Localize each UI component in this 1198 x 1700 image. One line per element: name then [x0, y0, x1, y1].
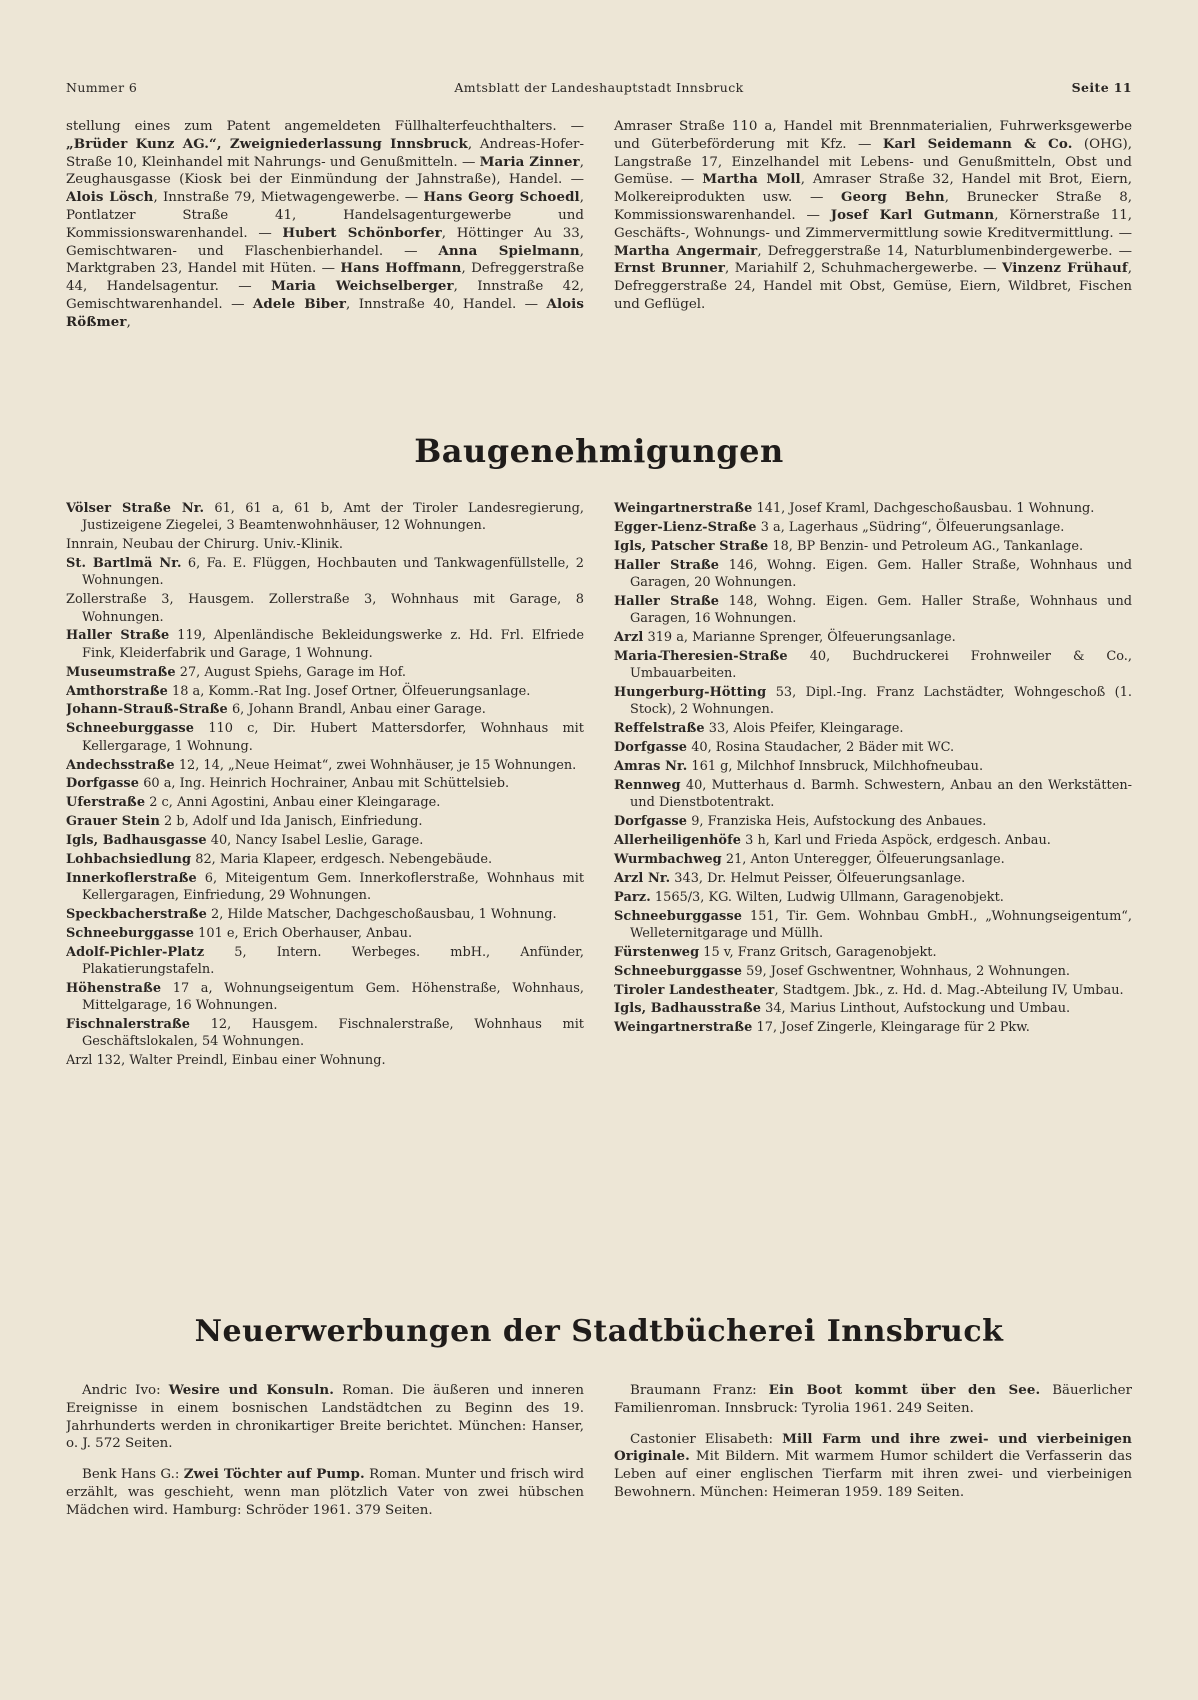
text-run: 17 a, Wohnungseigentum Gem. Höhenstraße, Wohnhaus, Mittelgarage, 16 Wohnungen. [82, 981, 584, 1014]
permit-entry [66, 591, 584, 626]
text-run: , Stadtgem. Jbk., z. Hd. d. Mag.-Abteilung IV, Umbau. [774, 982, 1124, 998]
bold-name: Wurmbachweg [614, 851, 722, 867]
bold-name: Andechsstraße [66, 757, 175, 773]
permit-entry [614, 538, 1132, 555]
book-entry [614, 1382, 1132, 1418]
text-run: Braumann Franz: [630, 1383, 769, 1398]
section-heading-permits: Baugenehmigungen [414, 432, 784, 470]
permit-entry [614, 851, 1132, 868]
text-run: Roman. Die äußeren und inneren Ereignisse in einem bosnischen Landstädtchen zu Beginn des 19. Jahrhunderts werden in chronikartiger Breite berichtet. München: Hanser, o. J. 572 Seiten. [66, 1383, 584, 1452]
bold-name: Weingartnerstraße [614, 501, 753, 516]
text-run: 59, Josef Gschwentner, Wohnhaus, 2 Wohnungen. [742, 963, 1071, 979]
permit-entry [66, 701, 584, 718]
bold-name: Arzl Nr. [614, 870, 671, 886]
issue-number: Nummer 6 [66, 80, 138, 95]
text-run: 148, Wohng. Eigen. Gem. Haller Straße, Wohnhaus und Garagen, 16 Wohnungen. [630, 593, 1132, 627]
permit-entry [614, 1019, 1132, 1036]
bold-name: Dorfgasse [614, 814, 688, 830]
text-run: 6, Miteigentum Gem. Innerkoflerstraße, Wohnhaus mit Kellergaragen, Einfriedung, 29 Wohnungen. [82, 870, 584, 904]
text-column-right [614, 118, 1132, 402]
permit-entry [66, 536, 584, 553]
permit-entry [614, 557, 1132, 592]
text-run: 2 c, Anni Agostini, Anbau einer Kleingarage. [145, 795, 441, 811]
bold-name: Egger-Lienz-Straße [614, 519, 757, 535]
text-run: 18 a, Komm.-Rat Ing. Josef Ortner, Ölfeuerungsanlage. [167, 683, 531, 699]
text-run: Zollerstraße 3, Hausgem. Zollerstraße 3, Wohnhaus mit Garage, 8 Wohnungen. [66, 592, 584, 625]
text-run: Innrain, Neubau der Chirurg. Univ.-Klinik. [66, 537, 343, 553]
book-entry [614, 1431, 1132, 1502]
text-run: 146, Wohng. Eigen. Gem. Haller Straße, Wohnhaus und Garagen, 20 Wohnungen. [630, 557, 1132, 590]
permit-entry [614, 739, 1132, 756]
text-run: 119, Alpenländische Bekleidungswerke z. Hd. Frl. Elfriede Fink, Kleiderfabrik und Garage, 1 Wohnung. [82, 628, 584, 661]
book-entry [66, 1382, 584, 1453]
permit-entry [614, 500, 1132, 517]
bold-name: Adolf-Pichler-Platz [66, 944, 205, 960]
text-run: 15 v, Franz Gritsch, Garagenobjekt. [699, 944, 937, 960]
permit-entry [66, 683, 584, 700]
bold-name: Mill Farm und ihre zwei- und vierbeinigen Originale. [614, 1430, 1132, 1465]
bold-name: Hans Georg Schoedl [423, 189, 580, 206]
text-run: , Höttinger Au 33, Gemischtwaren- und Flaschenbierhandel. — [66, 225, 584, 259]
text-run: 34, Marius Linthout, Aufstockung und Umbau. [761, 1001, 1071, 1017]
bold-name: Fürstenweg [614, 944, 700, 960]
library-column-right [614, 1382, 1132, 1582]
permit-entry [614, 870, 1132, 887]
text-column-left [66, 118, 584, 402]
text-run: 9, Franziska Heis, Aufstockung des Anbaues. [687, 814, 987, 830]
bold-name: Vinzenz Frühauf [1001, 260, 1128, 277]
bold-name: Maria Weichselberger [271, 278, 454, 295]
bold-name: Parz. [614, 889, 651, 905]
text-run: , Mariahilf 2, Schuhmachergewerbe. — [725, 261, 1002, 277]
bold-name: Martha Moll [702, 171, 801, 188]
bold-name: St. Bartlmä Nr. [66, 556, 182, 572]
bold-name: Alois Lösch [66, 189, 154, 206]
permit-entry [614, 832, 1132, 849]
book-entry [66, 1466, 584, 1519]
bold-name: Speckbacherstraße [66, 907, 207, 923]
permit-entry [66, 1016, 584, 1051]
bold-name: Schneeburggasse [614, 963, 743, 979]
permit-entry [66, 757, 584, 774]
text-run: Mit Bildern. Mit warmem Humor schildert die Verfasserin das Leben auf einer englischen Tierfarm mit ihren zwei- und vierbeinigen Bewohnern. München: Heimeran 1959. 189 Seiten. [614, 1449, 1132, 1500]
text-run: 18, BP Benzin- und Petroleum AG., Tankanlage. [768, 538, 1084, 554]
permit-entry [614, 629, 1132, 646]
text-run: 110 c, Dir. Hubert Mattersdorfer, Wohnhaus mit Kellergarage, 1 Wohnung. [82, 721, 584, 754]
text-run: 40, Buchdruckerei Frohnweiler & Co., Umbauarbeiten. [630, 648, 1132, 682]
bold-name: Amthorstraße [66, 683, 168, 699]
bold-name: Anna Spielmann [438, 242, 580, 259]
text-run: 12, Hausgem. Fischnalerstraße, Wohnhaus mit Geschäftslokalen, 54 Wohnungen. [82, 1017, 584, 1050]
section-heading-library: Neuerwerbungen der Stadtbücherei Innsbruck [194, 1314, 1004, 1349]
text-run: 3 h, Karl und Frieda Aspöck, erdgesch. Anbau. [741, 833, 1051, 849]
text-run: Castonier Elisabeth: [630, 1431, 783, 1447]
permit-entry [66, 944, 584, 979]
bold-name: Maria-Theresien-Straße [614, 648, 788, 664]
bold-name: Martha Angermair [614, 242, 758, 259]
text-run: 6, Johann Brandl, Anbau einer Garage. [227, 702, 486, 718]
bold-name: Hubert Schönborfer [282, 224, 442, 241]
text-run: (OHG), Langstraße 17, Einzelhandel mit Lebens- und Genußmitteln, Obst und Gemüse. — [614, 136, 1132, 188]
text-run: 82, Maria Klapeer, erdgesch. Nebengebäude. [191, 851, 493, 867]
permit-entry [614, 908, 1132, 943]
permit-entry [66, 851, 584, 868]
permit-entry [66, 870, 584, 905]
permit-entry [66, 500, 584, 535]
permit-entry [66, 664, 584, 681]
permit-entry [614, 1000, 1132, 1017]
text-run: 141, Josef Kraml, Dachgeschoßausbau. 1 Wohnung. [752, 501, 1095, 516]
text-run: Benk Hans G.: [82, 1467, 184, 1483]
text-run: 40, Nancy Isabel Leslie, Garage. [206, 833, 424, 849]
text-run: , Innstraße 42, Gemischtwarenhandel. — [66, 279, 584, 312]
bold-name: Maria Zinner [479, 153, 580, 170]
bold-name: Johann-Strauß-Straße [66, 702, 228, 718]
text-run: Andric Ivo: [82, 1383, 169, 1398]
page-number: Seite 11 [1071, 80, 1132, 95]
bold-name: Innerkoflerstraße [66, 870, 197, 886]
permit-entry [66, 794, 584, 811]
bold-name: Haller Straße [66, 628, 170, 644]
bold-name: Lohbachsiedlung [66, 851, 192, 867]
bold-name: Amras Nr. [614, 759, 688, 775]
library-columns [66, 1382, 1132, 1582]
permit-entry [614, 777, 1132, 812]
text-run: , Defreggerstraße 14, Naturblumenbindergewerbe. — [757, 243, 1132, 259]
bold-name: Hungerburg-Hötting [614, 685, 767, 701]
permit-entry [614, 963, 1132, 980]
text-run: 1565/3, KG. Wilten, Ludwig Ullmann, Garagenobjekt. [650, 889, 1004, 905]
permit-entry [66, 1052, 584, 1069]
bold-name: Schneeburggasse [66, 925, 195, 941]
permit-entry [614, 758, 1132, 775]
bold-name: Igls, Patscher Straße [614, 538, 769, 554]
bold-name: Dorfgasse [66, 776, 140, 792]
running-header [66, 80, 1132, 98]
library-column-left [66, 1382, 584, 1582]
text-run: 101 e, Erich Oberhauser, Anbau. [194, 925, 413, 941]
text-run: , Defreggerstraße 24, Handel mit Obst, Gemüse, Eiern, Wildbret, Fischen und Geflügel. [614, 261, 1132, 312]
bold-name: Schneeburggasse [66, 721, 195, 737]
bold-name: Karl Seidemann & Co. [882, 135, 1073, 152]
bold-name: Tiroler Landestheater [614, 982, 775, 998]
text-run: 3 a, Lagerhaus „Südring“, Ölfeuerungsanlage. [756, 519, 1065, 535]
bold-name: Völser Straße Nr. [66, 501, 205, 516]
text-run: Roman. Munter und frisch wird erzählt, was geschieht, wenn man plötzlich Vater von zwei hübschen Mädchen wird. Hamburg: Schröder 1961. 379 Seiten. [66, 1467, 585, 1518]
text-run: Arzl 132, Walter Preindl, Einbau einer Wohnung. [66, 1053, 386, 1069]
bold-name: Weingartnerstraße [614, 1020, 753, 1036]
text-run: stellung eines zum Patent angemeldeten Füllhalterfeuchthalters. — [66, 119, 584, 134]
permit-entry [66, 555, 584, 590]
text-run: , Pontlatzer Straße 41, Handelsagenturgewerbe und Kommissionswarenhandel. — [66, 190, 585, 241]
text-run: 40, Rosina Staudacher, 2 Bäder mit WC. [687, 740, 955, 756]
text-run: 60 a, Ing. Heinrich Hochrainer, Anbau mit Schüttelsieb. [139, 776, 510, 792]
paragraph [66, 118, 584, 332]
text-run: 40, Mutterhaus d. Barmh. Schwestern, Anbau an den Werkstätten- und Dienstbotentrakt. [630, 777, 1132, 811]
text-run: 27, August Spiehs, Garage im Hof. [175, 664, 407, 680]
permit-entry [614, 684, 1132, 719]
bold-name: Rennweg [614, 777, 681, 793]
permits-columns [66, 500, 1132, 1280]
text-run: , Innstraße 79, Mietwagengewerbe. — [153, 190, 424, 206]
text-run: 161 g, Milchhof Innsbruck, Milchhofneubau. [687, 759, 984, 775]
permit-entry [66, 906, 584, 923]
bold-name: Haller Straße [614, 557, 720, 573]
bold-name: Zwei Töchter auf Pump. [183, 1466, 365, 1483]
bold-name: Allerheiligenhöfe [614, 833, 742, 849]
text-run: 61, 61 a, 61 b, Amt der Tiroler Landesregierung, Justizeigene Ziegelei, 3 Beamtenwohnhäuser, 12 Wohnungen. [82, 501, 584, 534]
permit-entry [66, 925, 584, 942]
bold-name: Höhenstraße [66, 981, 162, 996]
permit-entry [614, 648, 1132, 683]
text-run: , Innstraße 40, Handel. — [346, 296, 547, 312]
text-run: 21, Anton Unteregger, Ölfeuerungsanlage. [721, 851, 1005, 867]
bold-name: Georg Behn [841, 189, 945, 206]
bold-name: Fischnalerstraße [66, 1017, 191, 1033]
permit-entry [614, 720, 1132, 737]
text-run: 2 b, Adolf und Ida Janisch, Einfriedung. [159, 814, 423, 830]
permit-entry [66, 980, 584, 1015]
permit-entry [66, 775, 584, 792]
paragraph [614, 118, 1132, 314]
bold-name: Haller Straße [614, 593, 720, 609]
text-run: Amraser Straße 110 a, Handel mit Brennmaterialien, Fuhrwerksgewerbe und Güterbeförderung mit Kfz. — [614, 119, 1132, 152]
permits-column-left [66, 500, 584, 1280]
text-run: Bäuerlicher Familienroman. Innsbruck: Tyrolia 1961. 249 Seiten. [614, 1383, 1132, 1416]
text-run: , Andreas-Hofer-Straße 10, Kleinhandel mit Nahrungs- und Genußmitteln. — [66, 136, 584, 170]
continued-text-columns [66, 118, 1132, 402]
bold-name: Ein Boot kommt über den See. [768, 1382, 1041, 1398]
bold-name: Alois Rößmer [66, 295, 585, 330]
bold-name: Ernst Brunner [614, 260, 726, 277]
text-run: 151, Tir. Gem. Wohnbau GmbH., „Wohnungseigentum“, Welleternitgarage und Müllh. [630, 908, 1132, 941]
text-run: , Zeughausgasse (Kiosk bei der Einmündung der Jahnstraße), Handel. — [66, 154, 584, 188]
bold-name: Reffelstraße [614, 721, 705, 737]
text-run: 33, Alois Pfeifer, Kleingarage. [704, 721, 904, 737]
text-run: 5, Intern. Werbeges. mbH., Anfünder, Plakatierungstafeln. [82, 944, 584, 978]
permit-entry [66, 832, 584, 849]
permit-entry [614, 982, 1132, 999]
text-run: 319 a, Marianne Sprenger, Ölfeuerungsanlage. [643, 630, 956, 646]
text-run: 17, Josef Zingerle, Kleingarage für 2 Pkw. [752, 1020, 1030, 1036]
permits-column-right [614, 500, 1132, 1280]
bold-name: Arzl [614, 630, 644, 646]
text-run: 53, Dipl.-Ing. Franz Lachstädter, Wohngeschoß (1. Stock), 2 Wohnungen. [630, 685, 1132, 718]
bold-name: Schneeburggasse [614, 908, 743, 924]
permit-entry [614, 519, 1132, 536]
bold-name: Igls, Badhausstraße [614, 1001, 762, 1017]
permit-entry [614, 944, 1132, 961]
bold-name: Dorfgasse [614, 740, 688, 756]
bold-name: Hans Hoffmann [340, 260, 462, 277]
text-run: , Amraser Straße 32, Handel mit Brot, Eiern, Molkereiprodukten usw. — [614, 172, 1132, 206]
text-run: 12, 14, „Neue Heimat“, zwei Wohnhäuser, je 15 Wohnungen. [174, 757, 577, 773]
text-run: 343, Dr. Helmut Peisser, Ölfeuerungsanlage. [670, 870, 966, 886]
bold-name: Uferstraße [66, 795, 146, 811]
text-run: 2, Hilde Matscher, Dachgeschoßausbau, 1 Wohnung. [206, 907, 557, 923]
permit-entry [614, 593, 1132, 628]
permit-entry [66, 627, 584, 662]
bold-name: Museumstraße [66, 664, 176, 680]
bold-name: Adele Biber [252, 295, 347, 312]
permit-entry [614, 889, 1132, 906]
text-run: , Brunecker Straße 8, Kommissionswarenhandel. — [614, 190, 1132, 223]
publication-title: Amtsblatt der Landeshauptstadt Innsbruck [454, 80, 744, 95]
permit-entry [66, 813, 584, 830]
bold-name: Igls, Badhausgasse [66, 833, 207, 849]
text-run: 6, Fa. E. Flüggen, Hochbauten und Tankwagenfüllstelle, 2 Wohnungen. [82, 556, 584, 589]
permit-entry [66, 720, 584, 755]
permit-entry [614, 813, 1132, 830]
text-run: , [126, 314, 131, 330]
bold-name: Grauer Stein [66, 814, 160, 830]
bold-name: „Brüder Kunz AG.“, Zweigniederlassung Innsbruck [66, 135, 468, 152]
text-run: , Marktgraben 23, Handel mit Hüten. — [66, 243, 584, 277]
bold-name: Wesire und Konsuln. [168, 1382, 334, 1398]
text-run: , Defreggerstraße 44, Handelsagentur. — [66, 261, 584, 295]
text-run: , Körnerstraße 11, Geschäfts-, Wohnungs- und Zimmervermittlung sowie Kreditvermittlung. — [614, 207, 1132, 241]
bold-name: Josef Karl Gutmann [830, 206, 995, 223]
